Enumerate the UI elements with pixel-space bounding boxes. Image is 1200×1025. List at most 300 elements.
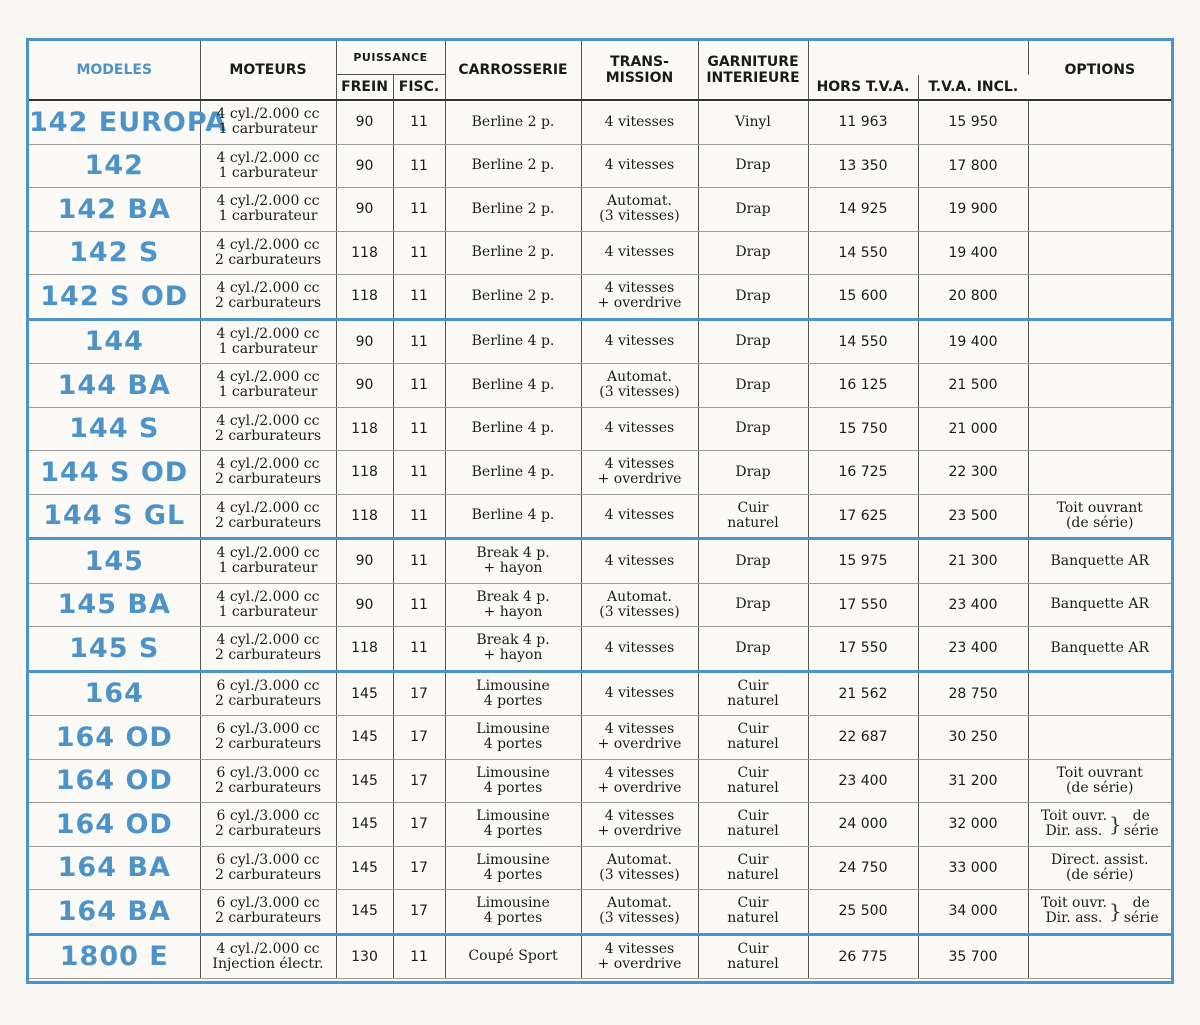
transmission-line-2: (3 vitesses) [599, 384, 680, 401]
carrosserie-cell [445, 451, 581, 495]
moteur-line-2: 2 carburateurs [214, 736, 322, 753]
carrosserie-line-1: Limousine [476, 764, 550, 781]
transmission-line-2: + overdrive [597, 955, 682, 972]
garniture-line-1: Drap [735, 244, 771, 261]
garniture-line-2: naturel [727, 955, 779, 972]
moteur-line-1: 6 cyl./3.000 cc [216, 764, 320, 781]
transmission-line-1: Automat. [607, 851, 672, 868]
option-line-1: Banquette AR [1050, 639, 1150, 656]
fisc-value: 11 [410, 640, 428, 657]
header-transmission [581, 41, 698, 100]
frein-value: 118 [351, 244, 378, 261]
fisc-value: 17 [410, 859, 428, 876]
garniture-line-1: Cuir [737, 764, 769, 781]
moteur-line-1: 4 cyl./2.000 cc [216, 545, 320, 562]
table-row [29, 451, 1171, 495]
carrosserie-line-1: Limousine [476, 851, 550, 868]
hors-tva-cell [808, 494, 918, 539]
moteur-cell [200, 716, 336, 760]
tva-incl-cell [918, 494, 1028, 539]
frein-cell [336, 583, 393, 627]
moteur-line-2: 2 carburateurs [214, 471, 322, 488]
moteur-line-2: Injection électr. [212, 955, 324, 972]
options-cell [1028, 890, 1171, 935]
model-cell [29, 100, 228, 144]
price-table [29, 41, 1171, 979]
header-price-group [808, 41, 1028, 75]
moteur-cell [200, 803, 336, 847]
transmission-line-2: (3 vitesses) [599, 910, 680, 927]
moteur-line-1: 6 cyl./3.000 cc [216, 808, 320, 825]
tva-incl-cell [918, 364, 1028, 408]
transmission-cell [581, 890, 698, 935]
fisc-cell [393, 890, 445, 935]
moteur-line-2: 2 carburateurs [214, 514, 322, 531]
transmission-line-1: 4 vitesses [604, 507, 675, 524]
option-right-line-2: série [1123, 910, 1159, 927]
garniture-line-2: naturel [727, 692, 779, 709]
carrosserie-line-2: + hayon [483, 647, 543, 664]
carrosserie-line-1: Break 4 p. [476, 588, 550, 605]
tva-incl-cell [918, 188, 1028, 232]
frein-cell [336, 716, 393, 760]
transmission-line-2: (3 vitesses) [599, 603, 680, 620]
model-cell [29, 364, 200, 408]
brace-icon: } [1109, 899, 1122, 924]
model-cell [29, 231, 200, 275]
tva-incl-value: 19 400 [948, 333, 998, 350]
model-cell [29, 539, 200, 584]
fisc-cell [393, 583, 445, 627]
hors-tva-cell [808, 539, 918, 584]
transmission-line-1: 4 vitesses [604, 764, 675, 781]
frein-value: 118 [351, 420, 378, 437]
table-row [29, 144, 1171, 188]
options-cell [1028, 451, 1171, 495]
transmission-line-2: (3 vitesses) [599, 208, 680, 225]
carrosserie-cell [445, 583, 581, 627]
header-carrosserie: CARROSSERIE [445, 41, 581, 100]
moteur-line-2: 1 carburateur [218, 340, 318, 357]
garniture-cell [698, 407, 808, 451]
model-name: 145 [84, 545, 144, 577]
frein-value: 145 [351, 859, 378, 876]
model-name: 145 S [69, 632, 160, 664]
carrosserie-cell [445, 100, 581, 144]
carrosserie-cell [445, 407, 581, 451]
frein-cell [336, 364, 393, 408]
transmission-cell [581, 716, 698, 760]
hors-tva-value: 22 687 [838, 729, 888, 746]
frein-value: 118 [351, 640, 378, 657]
moteur-line-1: 4 cyl./2.000 cc [216, 280, 320, 297]
carrosserie-line-1: Break 4 p. [476, 545, 550, 562]
transmission-cell [581, 934, 698, 979]
carrosserie-line-1: Break 4 p. [476, 632, 550, 649]
frein-cell [336, 100, 393, 144]
options-cell [1028, 627, 1171, 672]
model-name: 142 BA [57, 193, 171, 225]
hors-tva-value: 14 550 [838, 244, 888, 261]
moteur-cell [200, 231, 336, 275]
moteur-line-1: 4 cyl./2.000 cc [216, 149, 320, 166]
transmission-line-1: Automat. [607, 369, 672, 386]
moteur-cell [200, 759, 336, 803]
option-line-1: Toit ouvrant [1056, 499, 1143, 516]
garniture-line-1: Cuir [737, 940, 769, 957]
moteur-line-2: 2 carburateurs [214, 823, 322, 840]
hors-tva-value: 17 625 [838, 507, 888, 524]
fisc-value: 17 [410, 816, 428, 833]
transmission-cell [581, 275, 698, 320]
model-name: 144 S [69, 413, 160, 445]
frein-value: 90 [355, 333, 374, 350]
moteur-line-1: 4 cyl./2.000 cc [216, 236, 320, 253]
carrosserie-line-1: Limousine [476, 895, 550, 912]
moteur-line-1: 6 cyl./3.000 cc [216, 895, 320, 912]
table-row [29, 100, 1171, 144]
tva-incl-cell [918, 803, 1028, 847]
moteur-line-2: 2 carburateurs [214, 295, 322, 312]
garniture-line-2: naturel [727, 514, 779, 531]
fisc-value: 11 [410, 288, 428, 305]
hors-tva-cell [808, 846, 918, 890]
transmission-cell [581, 759, 698, 803]
garniture-cell [698, 934, 808, 979]
model-cell [29, 846, 200, 890]
tva-incl-value: 33 000 [948, 859, 998, 876]
header-options: OPTIONS [1028, 41, 1171, 100]
hors-tva-value: 17 550 [838, 596, 888, 613]
hors-tva-value: 16 725 [838, 464, 888, 481]
hors-tva-value: 26 775 [838, 948, 888, 965]
frein-value: 145 [351, 685, 378, 702]
frein-cell [336, 539, 393, 584]
moteur-line-1: 4 cyl./2.000 cc [216, 940, 320, 957]
garniture-cell [698, 364, 808, 408]
carrosserie-line-1: Limousine [476, 721, 550, 738]
moteur-cell [200, 539, 336, 584]
carrosserie-line-1: Berline 4 p. [471, 376, 555, 393]
fisc-value: 11 [410, 201, 428, 218]
transmission-cell [581, 407, 698, 451]
hors-tva-cell [808, 890, 918, 935]
options-cell [1028, 583, 1171, 627]
frein-cell [336, 451, 393, 495]
price-list-sheet [26, 38, 1174, 984]
transmission-line-1: 4 vitesses [604, 721, 675, 738]
table-row [29, 539, 1171, 584]
tva-incl-cell [918, 890, 1028, 935]
garniture-line-2: naturel [727, 736, 779, 753]
options-cell [1028, 494, 1171, 539]
header-frein: FREIN [336, 75, 393, 101]
brace-icon: } [1109, 812, 1122, 837]
hors-tva-cell [808, 144, 918, 188]
frein-cell [336, 803, 393, 847]
fisc-cell [393, 100, 445, 144]
garniture-line-1: Drap [735, 420, 771, 437]
options-cell [1028, 319, 1171, 364]
garniture-cell [698, 759, 808, 803]
option-line-1: Banquette AR [1050, 552, 1150, 569]
frein-value: 118 [351, 288, 378, 305]
frein-value: 118 [351, 464, 378, 481]
table-row [29, 759, 1171, 803]
table-row [29, 407, 1171, 451]
tva-incl-cell [918, 539, 1028, 584]
carrosserie-line-2: 4 portes [483, 692, 543, 709]
carrosserie-line-2: 4 portes [483, 910, 543, 927]
garniture-line-1: Cuir [737, 851, 769, 868]
transmission-line-1: 4 vitesses [604, 808, 675, 825]
garniture-line-1: Drap [735, 639, 771, 656]
carrosserie-line-1: Berline 4 p. [471, 333, 555, 350]
carrosserie-line-1: Berline 2 p. [471, 200, 555, 217]
frein-cell [336, 319, 393, 364]
options-cell [1028, 759, 1171, 803]
fisc-value: 17 [410, 685, 428, 702]
tva-incl-value: 19 900 [948, 201, 998, 218]
frein-cell [336, 494, 393, 539]
fisc-value: 17 [410, 772, 428, 789]
table-row [29, 803, 1171, 847]
options-cell [1028, 407, 1171, 451]
moteur-cell [200, 275, 336, 320]
model-cell [29, 583, 200, 627]
frein-value: 90 [355, 377, 374, 394]
fisc-value: 11 [410, 157, 428, 174]
moteur-line-1: 4 cyl./2.000 cc [216, 369, 320, 386]
frein-cell [336, 934, 393, 979]
hors-tva-cell [808, 583, 918, 627]
table-row [29, 319, 1171, 364]
garniture-cell [698, 627, 808, 672]
model-name: 144 BA [57, 369, 171, 401]
moteur-line-2: 1 carburateur [218, 121, 318, 138]
header-garniture-line-2: INTERIEURE [706, 70, 800, 86]
table-row [29, 934, 1171, 979]
table-row [29, 890, 1171, 935]
header-modeles: MODELES [29, 41, 200, 100]
garniture-line-1: Drap [735, 333, 771, 350]
moteur-line-2: 1 carburateur [218, 164, 318, 181]
transmission-line-1: 4 vitesses [604, 420, 675, 437]
header-moteurs: MOTEURS [200, 41, 336, 100]
tva-incl-cell [918, 846, 1028, 890]
model-name: 164 OD [55, 808, 173, 840]
option-line-2: (de série) [1065, 514, 1134, 531]
model-name: 142 [84, 150, 144, 182]
table-row [29, 188, 1171, 232]
hors-tva-value: 13 350 [838, 157, 888, 174]
moteur-line-1: 4 cyl./2.000 cc [216, 325, 320, 342]
header-hors-tva: HORS T.V.A. [808, 75, 918, 101]
carrosserie-cell [445, 364, 581, 408]
carrosserie-line-2: 4 portes [483, 823, 543, 840]
tva-incl-value: 20 800 [948, 288, 998, 305]
hors-tva-value: 24 750 [838, 859, 888, 876]
table-row [29, 364, 1171, 408]
frein-value: 145 [351, 816, 378, 833]
garniture-cell [698, 319, 808, 364]
moteur-cell [200, 144, 336, 188]
moteur-cell [200, 583, 336, 627]
carrosserie-cell [445, 494, 581, 539]
model-name: 142 S OD [40, 280, 189, 312]
tva-incl-value: 31 200 [948, 772, 998, 789]
tva-incl-cell [918, 934, 1028, 979]
transmission-line-1: 4 vitesses [604, 244, 675, 261]
hors-tva-value: 23 400 [838, 772, 888, 789]
hors-tva-cell [808, 100, 918, 144]
moteur-cell [200, 627, 336, 672]
garniture-cell [698, 671, 808, 716]
hors-tva-value: 25 500 [838, 903, 888, 920]
frein-value: 130 [351, 948, 378, 965]
frein-cell [336, 407, 393, 451]
option-right-line-1: de [1132, 895, 1150, 912]
fisc-value: 17 [410, 729, 428, 746]
carrosserie-line-1: Berline 2 p. [471, 157, 555, 174]
tva-incl-value: 35 700 [948, 948, 998, 965]
frein-cell [336, 890, 393, 935]
header-transmission-line-2: MISSION [605, 70, 674, 86]
transmission-line-1: 4 vitesses [604, 639, 675, 656]
options-cell [1028, 539, 1171, 584]
moteur-line-1: 4 cyl./2.000 cc [216, 456, 320, 473]
model-cell [29, 890, 200, 935]
model-cell [29, 934, 200, 979]
fisc-value: 11 [410, 596, 428, 613]
fisc-cell [393, 231, 445, 275]
garniture-line-1: Drap [735, 157, 771, 174]
carrosserie-cell [445, 934, 581, 979]
carrosserie-line-2: 4 portes [483, 866, 543, 883]
transmission-line-1: 4 vitesses [604, 157, 675, 174]
transmission-cell [581, 583, 698, 627]
option-line-2: Dir. ass. [1045, 910, 1103, 927]
option-line-2: (de série) [1065, 779, 1134, 796]
fisc-cell [393, 934, 445, 979]
options-cell [1028, 275, 1171, 320]
model-name: 164 OD [55, 765, 173, 797]
model-name: 164 [84, 678, 144, 710]
garniture-cell [698, 846, 808, 890]
carrosserie-line-1: Berline 2 p. [471, 113, 555, 130]
frein-value: 145 [351, 903, 378, 920]
garniture-cell [698, 803, 808, 847]
hors-tva-value: 24 000 [838, 816, 888, 833]
transmission-cell [581, 451, 698, 495]
moteur-line-1: 4 cyl./2.000 cc [216, 412, 320, 429]
options-cell [1028, 100, 1171, 144]
model-name: 142 EUROPA [29, 106, 228, 138]
fisc-cell [393, 803, 445, 847]
fisc-cell [393, 846, 445, 890]
hors-tva-cell [808, 803, 918, 847]
moteur-line-2: 1 carburateur [218, 208, 318, 225]
frein-value: 90 [355, 201, 374, 218]
frein-value: 90 [355, 596, 374, 613]
transmission-cell [581, 627, 698, 672]
table-row [29, 494, 1171, 539]
moteur-line-1: 6 cyl./3.000 cc [216, 677, 320, 694]
options-cell [1028, 671, 1171, 716]
garniture-cell [698, 231, 808, 275]
tva-incl-value: 32 000 [948, 816, 998, 833]
tva-incl-value: 28 750 [948, 685, 998, 702]
transmission-line-1: 4 vitesses [604, 940, 675, 957]
option-line-2: Dir. ass. [1045, 823, 1103, 840]
moteur-line-2: 1 carburateur [218, 560, 318, 577]
tva-incl-value: 34 000 [948, 903, 998, 920]
garniture-cell [698, 100, 808, 144]
transmission-line-1: 4 vitesses [604, 113, 675, 130]
model-name: 144 S OD [40, 456, 189, 488]
garniture-cell [698, 275, 808, 320]
tva-incl-cell [918, 231, 1028, 275]
hors-tva-cell [808, 364, 918, 408]
option-right-line-2: série [1123, 823, 1159, 840]
transmission-cell [581, 144, 698, 188]
options-cell [1028, 716, 1171, 760]
hors-tva-value: 17 550 [838, 640, 888, 657]
hors-tva-cell [808, 716, 918, 760]
moteur-line-2: 1 carburateur [218, 603, 318, 620]
model-cell [29, 803, 200, 847]
hors-tva-value: 14 550 [838, 333, 888, 350]
tva-incl-value: 21 000 [948, 420, 998, 437]
option-left [1041, 896, 1107, 926]
options-cell [1028, 846, 1171, 890]
garniture-cell [698, 188, 808, 232]
header-garniture [698, 41, 808, 100]
garniture-line-1: Drap [735, 463, 771, 480]
moteur-line-2: 2 carburateurs [214, 779, 322, 796]
table-row [29, 231, 1171, 275]
fisc-value: 11 [410, 948, 428, 965]
option-right-line-1: de [1132, 808, 1150, 825]
carrosserie-line-1: Coupé Sport [468, 948, 558, 965]
tva-incl-value: 23 500 [948, 507, 998, 524]
frein-value: 90 [355, 553, 374, 570]
options-cell [1028, 803, 1171, 847]
option-right [1124, 896, 1159, 926]
price-table-body [29, 100, 1171, 979]
transmission-cell [581, 539, 698, 584]
frein-cell [336, 627, 393, 672]
hors-tva-cell [808, 407, 918, 451]
moteur-line-1: 4 cyl./2.000 cc [216, 106, 320, 123]
carrosserie-cell [445, 275, 581, 320]
model-cell [29, 407, 200, 451]
moteur-line-1: 6 cyl./3.000 cc [216, 721, 320, 738]
tva-incl-value: 15 950 [948, 114, 998, 131]
hors-tva-value: 15 975 [838, 553, 888, 570]
model-name: 142 S [69, 237, 160, 269]
tva-incl-cell [918, 583, 1028, 627]
option-line-2: (de série) [1065, 866, 1134, 883]
moteur-line-1: 4 cyl./2.000 cc [216, 588, 320, 605]
moteur-cell [200, 364, 336, 408]
carrosserie-line-1: Limousine [476, 677, 550, 694]
garniture-cell [698, 144, 808, 188]
carrosserie-cell [445, 803, 581, 847]
model-name: 1800 E [59, 941, 169, 973]
transmission-cell [581, 231, 698, 275]
fisc-cell [393, 364, 445, 408]
